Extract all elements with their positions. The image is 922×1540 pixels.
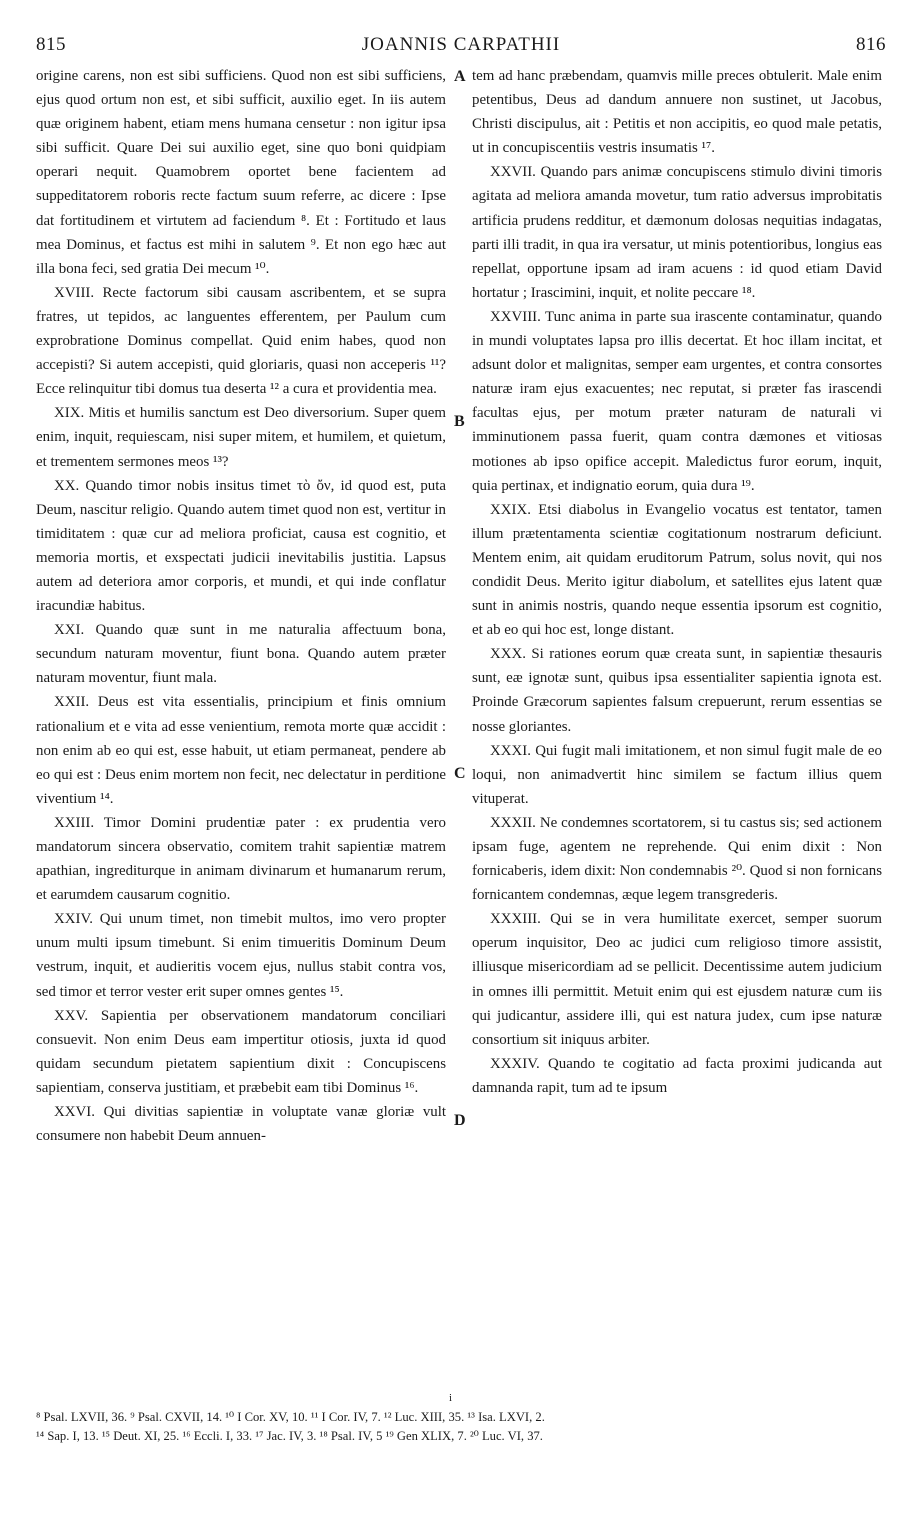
page-number-left: 815 <box>36 34 66 55</box>
margin-mark-b: B <box>454 413 465 430</box>
paragraph: XXVIII. Tunc anima in parte sua irascente contaminatur, quando in mundi voluptates lapsa pro illis decertat. Et hoc illam incitat, et adsunt dolor et malignitas, semper eam urgentes, et contra consortes naturæ iram ejus exacuentes; nec reputat, si præter fas irascendi facultas ejus, per motum præter naturam de naturali vi imminutionem passa fuerit, quam contra dæmones et vitiosas motiones ab ipso opifice accepit. Maledictus furor eorum, inquit, quia pertinax, et indignatio eorum, quia dura ¹⁹. <box>472 308 882 494</box>
paragraph: XXV. Sapientia per observationem mandatorum conciliari consuevit. Non enim Deus eam impertitur otiosis, juxta id quod quidam secundum pietatem sapientium dixit : Concupiscens sapientiam, conserva justitiam, et præbebit eam tibi Dominus ¹⁶. <box>36 1007 446 1096</box>
paragraph: XXII. Deus est vita essentialis, principium et finis omnium rationalium et e vita ad esse venientium, remota morte quæ accidit : non enim ab eo qui est, esse habuit, ut etiam permaneat, pendere ab eo qui est : Deus enim mortem non fecit, nec delectatur in perditione viventium ¹⁴. <box>36 694 446 807</box>
running-header <box>36 34 886 58</box>
right-column <box>472 64 882 1404</box>
page-number-right: 816 <box>856 34 886 55</box>
paragraph: XXIX. Etsi diabolus in Evangelio vocatus est tentator, tamen illum prætentamenta scientiæ cogitationum nostrarum deficiunt. Mentem enim, ait quidam eruditorum Patrum, solus novit, qui nos condidit Deus. Merito igitur diabolum, et satellites ejus latent quæ sunt in animis nostris, quando neque essentia ipsorum est cognitio, et ab eo qui hoc est, longe distant. <box>472 501 882 639</box>
paragraph: XXXIV. Quando te cogitatio ad facta proximi judicanda aut damnanda rapit, tum ad te ipsum <box>472 1055 882 1096</box>
footnotes <box>36 1408 886 1446</box>
paragraph: XXX. Si rationes eorum quæ creata sunt, in sapientiæ thesauris sunt, eæ ignotæ sunt, quibus ipsa essentialiter sapientia ignota est. Proinde Græcorum sapientes falsum crepuerunt, rerum essentias se nosse gloriantes. <box>472 646 882 735</box>
paragraph: XXIV. Qui unum timet, non timebit multos, imo vero propter unum multi ipsum timebunt. Si enim timueritis Dominum Deum vestrum, inquit, et audieritis vocem ejus, nullus stabit contra vos, sed timor et terror vester erit super omnes gentes ¹⁵. <box>36 911 446 1000</box>
margin-mark-d: D <box>454 1112 466 1129</box>
signature-mark: i <box>449 1392 453 1404</box>
margin-mark-c: C <box>454 765 466 782</box>
paragraph: XIX. Mitis et humilis sanctum est Deo diversorium. Super quem enim, inquit, requiescam, nisi super mitem, et humilem, et quietum, et trementem sermones meos ¹³? <box>36 405 446 470</box>
footnote-line: ¹⁴ Sap. I, 13. ¹⁵ Deut. XI, 25. ¹⁶ Eccli. I, 33. ¹⁷ Jac. IV, 3. ¹⁸ Psal. IV, 5 ¹⁹ Gen XLIX, 7. ²⁰ Luc. VI, 37. <box>36 1429 543 1443</box>
paragraph: XXVI. Qui divitias sapientiæ in voluptate vanæ gloriæ vult consumere non habebit Deum annuen- <box>36 1104 446 1145</box>
paragraph: tem ad hanc præbendam, quamvis mille preces obtulerit. Male enim petentibus, Deus ad dandum annuere non sustinet, ut Jacobus, Christi discipulus, ait : Petitis et non accipitis, eo quod male petatis, ut in concupiscentiis vestris insumatis ¹⁷. <box>472 68 882 157</box>
paragraph: XXXIII. Qui se in vera humilitate exercet, semper suorum operum inquisitor, Deo ac judici cum religioso timore assistit, illiusque misericordiam ad se pellicit. Decentissime autem judicium in omnes illi permittit. Metuit enim qui est ejusdem naturæ cum iis qui judicantur, assidere illi, qui est natura judex, cum ipse naturæ consortium sit iniquus arbiter. <box>472 911 882 1048</box>
footnote-line: ⁸ Psal. LXVII, 36. ⁹ Psal. CXVII, 14. ¹⁰ I Cor. XV, 10. ¹¹ I Cor. IV, 7. ¹² Luc. XIII, 35. ¹³ Isa. LXVI, 2. <box>36 1410 545 1424</box>
paragraph: XXI. Quando quæ sunt in me naturalia affectuum bona, secundum naturam moventur, fiunt bona. Quando autem præter naturam moventur, fiunt mala. <box>36 622 446 687</box>
margin-mark-a: A <box>454 68 466 85</box>
running-title: JOANNIS CARPATHII <box>361 34 561 55</box>
paragraph: origine carens, non est sibi sufficiens. Quod non est sibi sufficiens, ejus quod ortum non est, et sibi sufficit, auxilio eget. In iis autem quæ originem habent, etiam mens humana censetur : non igitur ipsa sibi sufficit. Quare Dei sui auxilio eget, sine quo boni quidpiam operari nequit. Quamobrem oportet bene facientem ad suppeditatorem roboris recte factum suum referre, ac dicere : Ipse dat fortitudinem et virtutem ad faciendum ⁸. Et : Fortitudo et laus mea Dominus, et factus est mihi in salutem ⁹. Et non ego hæc aut illa bona feci, sed gratia Dei mecum ¹⁰. <box>36 68 446 277</box>
paragraph: XXVII. Quando pars animæ concupiscens stimulo divini timoris agitata ad meliora amanda movetur, tum ratio adversus improbitatis artificia prudens redditur, et dæmonum dolosas nequitias indagatas, parti illi tradit, in qua ira versatur, ut minis potentioribus, longius eas repellat, opportune ipsam ad iram acuens : id quod etiam David hortatur ; Irascimini, inquit, et nolite peccare ¹⁸. <box>472 164 882 301</box>
paragraph: XXXII. Ne condemnes scortatorem, si tu castus sis; sed actionem ipsam fuge, agentem ne reprehende. Qui enim dixit : Non fornicaberis, idem dixit: Non condemnabis ²⁰. Quod si non fornicans fornicantem condemnas, æque legem transgrederis. <box>472 814 882 904</box>
paragraph: XXXI. Qui fugit mali imitationem, et non simul fugit male de eo loqui, non animadvertit hinc similem se factum illius quem vituperat. <box>472 742 882 807</box>
left-column <box>36 64 446 1404</box>
paragraph: XX. Quando timor nobis insitus timet τὸ ὄν, id quod est, puta Deum, nascitur religio. Quando autem timet quod non est, vertitur in timiditatem : quæ cur ad meliora proficiat, causa est cognitio, et memoria mortis, et exspectati judicii inevitabilis justitia. Lapsus autem ad deteriora amor corporis, et mundi, et qui inde conflatur iracundiæ habitus. <box>36 477 446 615</box>
paragraph: XXIII. Timor Domini prudentiæ pater : ex prudentia vero mandatorum sincera observatio, comitem trahit sapientiæ matrem apathian, ingrediturque in animam divinarum et humanarum rerum, et earumdem causarum cognitio. <box>36 814 446 904</box>
paragraph: XVIII. Recte factorum sibi causam ascribentem, et se supra fratres, ut tepidos, ac languentes efferentem, per Paulum cum exprobratione Dominus compellat. Quid enim habes, quod non accepisti? Si autem accepisti, quid gloriaris, quasi non acceperis ¹¹? Ecce relinquitur tibi domus tua deserta ¹² a cura et providentia mea. <box>36 284 446 398</box>
